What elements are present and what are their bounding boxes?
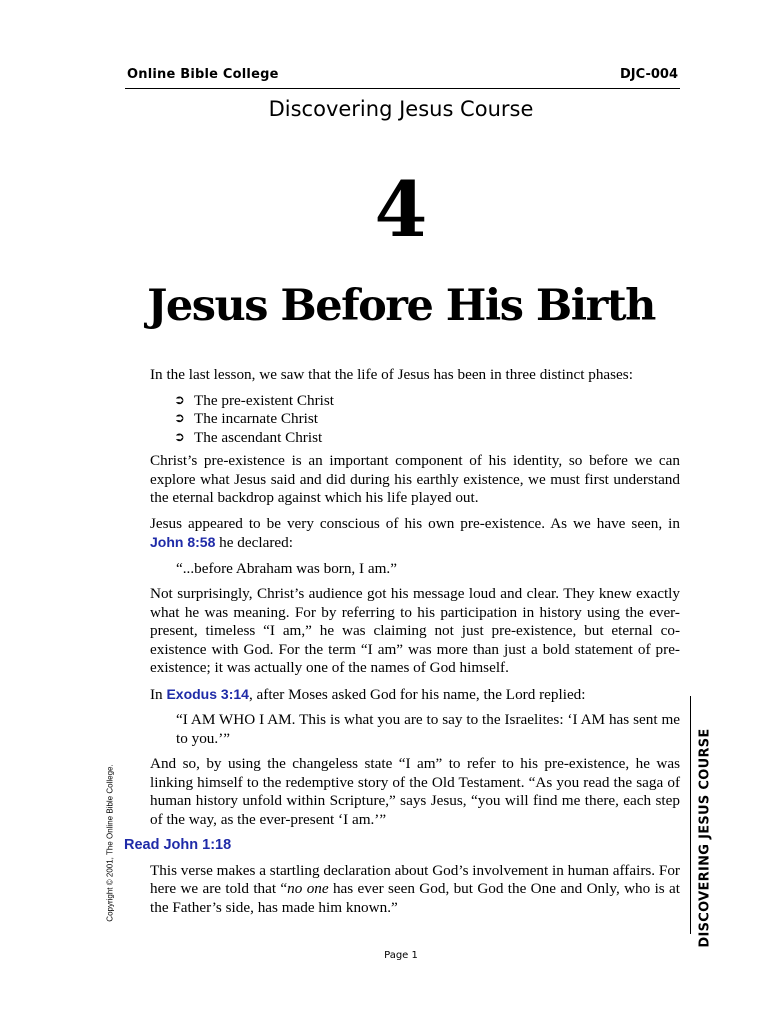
scripture-link-exodus-3-14[interactable]: Exodus 3:14 xyxy=(166,685,249,702)
arrow-right-icon: ➲ xyxy=(174,392,185,408)
page-header xyxy=(125,66,680,89)
quote-abraham: “...before Abraham was born, I am.” xyxy=(176,559,397,577)
paragraph-preexistence: Christ’s pre-existence is an important component of his identity, so before we can explore what Jesus said and did during his earthly existence, we must first understand the eternal backdrop against which his life played out. xyxy=(150,452,680,506)
page-number: Page 1 xyxy=(384,950,418,961)
lesson-body xyxy=(124,366,680,924)
intro-paragraph: In the last lesson, we saw that the life of Jesus has been in three distinct phases: xyxy=(150,366,633,383)
college-name: Online Bible College xyxy=(127,67,279,82)
read-john-1-18-heading[interactable]: Read John 1:18 xyxy=(124,837,232,853)
paragraph-conscious: Jesus appeared to be very conscious of his own pre-existence. As we have seen, in John 8:58 he declared: xyxy=(150,514,680,551)
paragraph-audience: Not surprisingly, Christ’s audience got his message loud and clear. They knew exactly what he was meaning. For by referring to his participation in history using the ever-present, timeless “I am,” he was claiming not just pre-existence, but eternal co-existence with God. For the term “I am” was more than just a bold statement of pre-existence; it was actually one of the names of God himself. xyxy=(150,585,680,676)
lesson-number: 4 xyxy=(374,165,428,254)
scripture-link-john-8-58[interactable]: John 8:58 xyxy=(150,534,216,550)
list-item: ➲ The ascendant Christ xyxy=(174,428,323,446)
list-item: ➲ The pre-existent Christ xyxy=(174,391,335,409)
phase-list xyxy=(174,392,680,448)
arrow-right-icon: ➲ xyxy=(174,429,185,445)
course-title: Discovering Jesus Course xyxy=(268,97,534,121)
paragraph-changeless: And so, by using the changeless state “I am” to refer to his pre-existence, he was linking himself to the redemptive story of the Old Testament. “As you read the saga of human history unfold within Scripture,” says Jesus, “you will find me there, each step of the way, as the ever-present ‘I am.’” xyxy=(150,755,680,828)
paragraph-declaration: This verse makes a startling declaration about God’s involvement in human affairs. For here we are told that “no one has ever seen God, but God the One and Only, who is at the Father’s side, has made him known.” xyxy=(150,861,680,916)
paragraph-exodus: In Exodus 3:14, after Moses asked God for his name, the Lord replied: xyxy=(150,685,586,703)
document-code: DJC-004 xyxy=(620,67,678,82)
list-item: ➲ The incarnate Christ xyxy=(174,410,318,427)
sidebar-course-label: DISCOVERING JESUS COURSE xyxy=(697,728,713,948)
copyright-notice: Copyright © 2001, The Online Bible College. xyxy=(105,764,115,922)
quote-i-am: “I AM WHO I AM. This is what you are to say to the Israelites: ‘I AM has sent me to you.’” xyxy=(176,711,680,747)
sidebar-rule xyxy=(690,696,691,934)
lesson-title: Jesus Before His Birth xyxy=(147,281,655,331)
arrow-right-icon: ➲ xyxy=(174,411,185,426)
